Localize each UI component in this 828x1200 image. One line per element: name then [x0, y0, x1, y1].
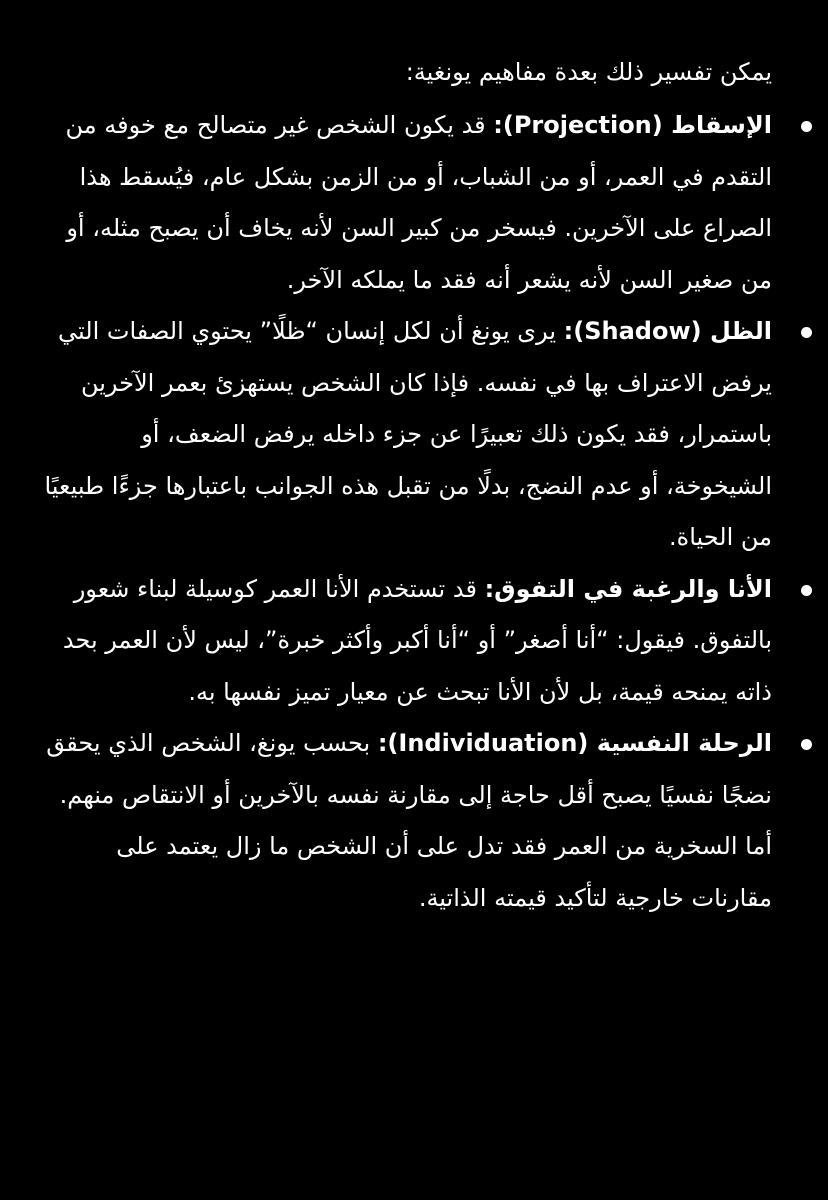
bullet-icon — [801, 585, 812, 596]
bullet-icon — [801, 739, 812, 750]
list-item-projection — [34, 100, 772, 306]
term-projection: الإسقاط (Projection): — [493, 111, 772, 139]
term-ego: الأنا والرغبة في التفوق: — [484, 574, 772, 603]
term-shadow: الظل (Shadow): — [563, 317, 772, 345]
concept-list — [34, 100, 772, 924]
description-ego: قد تستخدم الأنا العمر كوسيلة لبناء شعور بالتفوق. فيقول: “أنا أصغر” أو “أنا أكبر وأكثر خبرة”، ليس لأن العمر بحد ذاته يمنحه قيمة، بل لأن الأنا تبحث عن معيار تميز نفسها به. — [62, 574, 772, 706]
list-item-shadow — [34, 306, 772, 564]
list-item-ego — [34, 564, 772, 719]
term-individuation: الرحلة النفسية (Individuation): — [377, 729, 772, 757]
list-item-individuation — [34, 718, 772, 924]
bullet-icon — [801, 327, 812, 338]
description-shadow: يرى يونغ أن لكل إنسان “ظلًا” يحتوي الصفات التي يرفض الاعتراف بها في نفسه. فإذا كان الشخص يستهزئ بعمر الآخرين باستمرار، فقد يكون ذلك تعبيرًا عن جزء داخله يرفض الضعف، أو الشيخوخة، أو عدم النضج، بدلًا من تقبل هذه الجوانب باعتبارها جزءًا طبيعيًا من الحياة. — [44, 317, 772, 551]
description-individuation: بحسب يونغ، الشخص الذي يحقق نضجًا نفسيًا يصبح أقل حاجة إلى مقارنة نفسه بالآخرين أو الانتقاص منهم. أما السخرية من العمر فقد تدل على أن الشخص ما زال يعتمد على مقارنات خارجية لتأكيد قيمته الذاتية. — [46, 729, 772, 912]
description-projection: قد يكون الشخص غير متصالح مع خوفه من التقدم في العمر، أو من الشباب، أو من الزمن بشكل عام، فيُسقط هذا الصراع على الآخرين. فيسخر من كبير السن لأنه يخاف أن يصبح مثله، أو من صغير السن لأنه يشعر أنه فقد ما يملكه الآخر. — [65, 111, 772, 294]
intro-text: يمكن تفسير ذلك بعدة مفاهيم يونغية: — [405, 58, 772, 86]
bullet-icon — [801, 121, 812, 132]
